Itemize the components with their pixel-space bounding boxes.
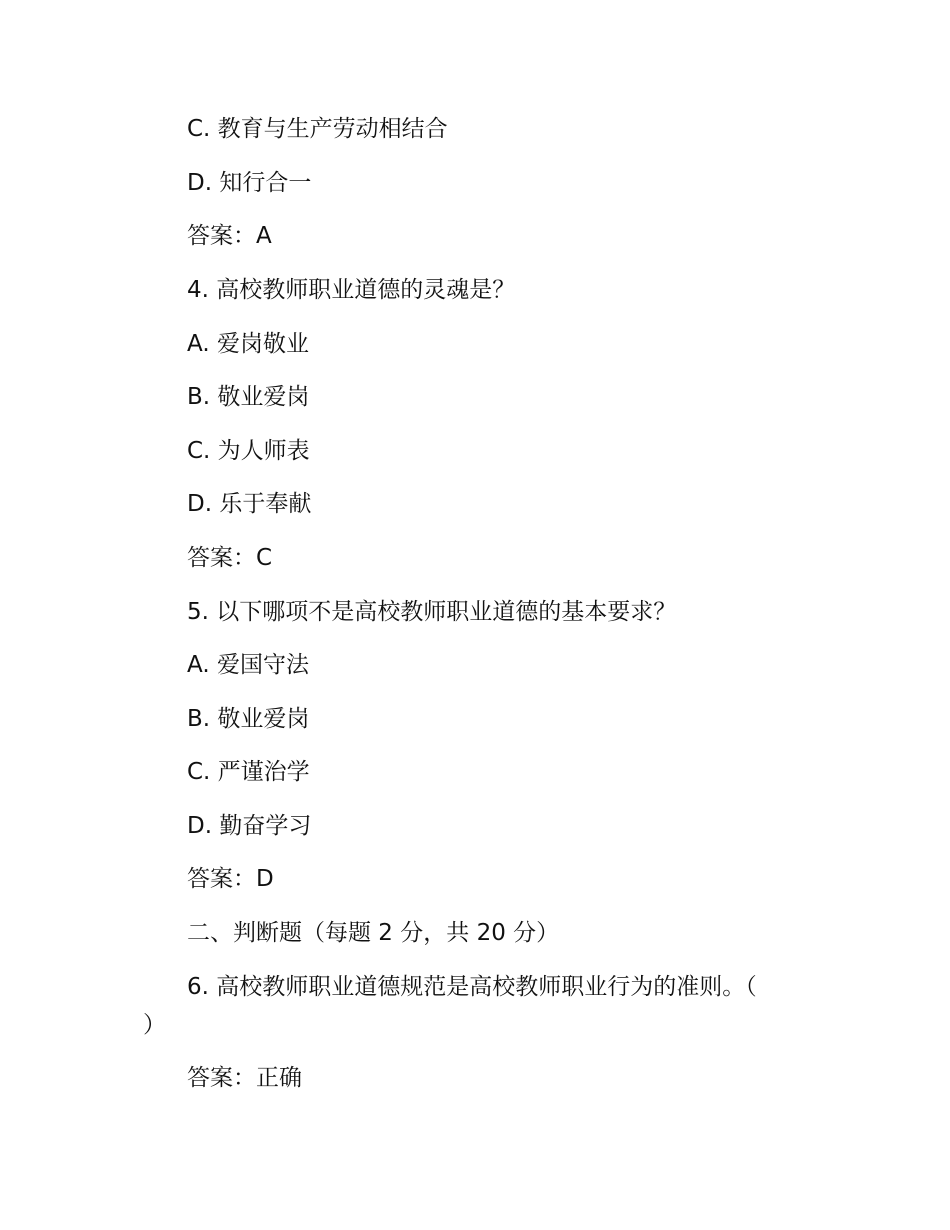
answer-q4: 答案：C xyxy=(187,545,273,571)
option-a-q5: A. 爱国守法 xyxy=(187,652,309,678)
question-6-continuation: ） xyxy=(143,1012,166,1038)
question-6: 6. 高校教师职业道德规范是高校教师职业行为的准则。（ xyxy=(187,974,757,1000)
question-5: 5. 以下哪项不是高校教师职业道德的基本要求？ xyxy=(187,599,677,625)
answer-q6: 答案：正确 xyxy=(187,1065,302,1091)
option-d-q5: D. 勤奋学习 xyxy=(187,813,312,839)
option-c-q3: C. 教育与生产劳动相结合 xyxy=(187,116,448,142)
answer-q5: 答案：D xyxy=(187,866,274,892)
option-b-q4: B. 敬业爱岗 xyxy=(187,384,310,410)
option-a-q4: A. 爱岗敬业 xyxy=(187,331,309,357)
section-heading-true-false: 二、判断题（每题 2 分，共 20 分） xyxy=(187,920,560,946)
question-4: 4. 高校教师职业道德的灵魂是？ xyxy=(187,277,516,303)
option-d-q3: D. 知行合一 xyxy=(187,170,312,196)
answer-q3: 答案：A xyxy=(187,223,272,249)
option-b-q5: B. 敬业爱岗 xyxy=(187,706,310,732)
option-c-q4: C. 为人师表 xyxy=(187,438,310,464)
option-c-q5: C. 严谨治学 xyxy=(187,759,310,785)
option-d-q4: D. 乐于奉献 xyxy=(187,491,312,517)
